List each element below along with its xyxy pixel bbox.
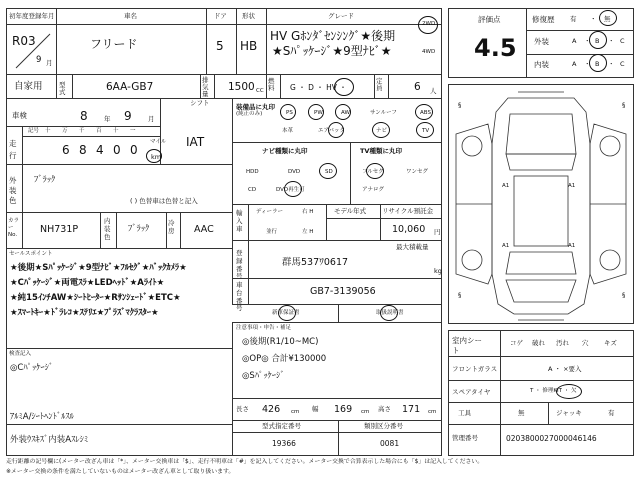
recycle-value: 10,060: [392, 224, 426, 235]
type-cert-value: 19366: [272, 439, 296, 448]
footer-line2: ※メーター交換の条件を満たしていないものはメーター改ざん車として取り扱います。: [6, 469, 235, 475]
diagram-label-2: §: [622, 101, 626, 109]
diagram-label-4: §: [622, 291, 626, 299]
tv-label: TV種類に丸印: [360, 147, 402, 155]
equipment-label: 装備品に丸印: [236, 103, 275, 111]
drive-4wd: 4WD: [422, 49, 436, 55]
height-unit: cm: [428, 409, 437, 415]
doors-label: ドア: [214, 12, 227, 20]
repair-dot: ・: [590, 15, 597, 23]
glass-value: A ・ ×要入: [548, 365, 582, 373]
type-label: 型式: [59, 81, 66, 96]
navi-sd: SD: [325, 169, 333, 175]
notes-item-1: ◎後期(R1/10~MC): [242, 337, 319, 347]
use-value: 自家用: [14, 81, 43, 92]
equip-leather: 本革: [282, 128, 294, 134]
len-label: 長さ: [236, 405, 249, 413]
tv-fullseg-circle: [366, 163, 384, 179]
equip-airbag: エアバック: [318, 128, 346, 134]
seat-item-1: コゲ: [510, 339, 523, 347]
sales-line-3: ★純15ｲﾝﾁAW★ｼｰﾄﾋｰﾀｰ★Rｻﾝｼｪｰﾄﾞ★ETC★: [10, 293, 181, 303]
exterior-note: ( ) 色替車は色替と記入: [130, 197, 198, 205]
shift-label: シフト: [190, 99, 210, 107]
odometer-header-0: 記号: [28, 128, 40, 134]
drive-2wd-circle: [418, 16, 438, 34]
width-label: 幅: [312, 405, 319, 413]
doc-warranty: 新車保証書: [272, 310, 300, 316]
chassis-value: GB7-3139056: [310, 286, 376, 297]
odometer-digit: 4: [96, 143, 104, 157]
header-sub-line: [6, 24, 442, 25]
fuel-hv-circle: [334, 78, 354, 96]
navi-dvd: DVD: [288, 169, 301, 175]
equip-navi: ナビ: [376, 128, 388, 134]
tv-analog: アナログ: [362, 187, 385, 193]
seat-item-2: 破れ: [532, 339, 545, 347]
class-cert-label: 類別区分番号: [364, 422, 403, 430]
len-value: 426: [262, 404, 281, 415]
reg-month-unit: 月: [46, 59, 53, 67]
km-circle: [146, 149, 162, 163]
mile-label: マイル: [150, 139, 167, 145]
ext-c: C: [620, 37, 625, 45]
equip-pw: PW: [314, 110, 323, 116]
ext-b: B: [595, 37, 600, 45]
shape-value: HB: [240, 39, 258, 53]
inspection-label: 車検: [12, 111, 27, 120]
seat-item-5: キズ: [604, 339, 617, 347]
import-dealer: ディーラー: [256, 209, 284, 215]
inspection-year: 8: [80, 109, 88, 123]
navi-label: ナビ種類に丸印: [262, 147, 308, 155]
equip-sunroof: サンルーフ: [370, 110, 397, 116]
disp-unit: CC: [256, 88, 264, 94]
equip-aw: AW: [341, 110, 350, 116]
reg-era: R03: [12, 34, 36, 48]
doc-warranty-circle: [278, 305, 296, 321]
height-value: 171: [402, 404, 421, 415]
import-parallel: 並行: [266, 229, 278, 235]
diagram-label-5: A1: [502, 183, 510, 189]
sales-label: セールスポイント: [9, 251, 53, 257]
model-year-label: モデル年式: [334, 207, 367, 215]
class-cert-value: 0081: [380, 439, 400, 448]
odometer-header-5: 十: [113, 128, 119, 134]
odometer-header-1: 十: [45, 128, 51, 134]
glass-label: フロントガラス: [452, 365, 498, 373]
width-unit: cm: [361, 409, 370, 415]
fuel-label: 燃料: [268, 77, 275, 93]
repair-no-circle: [599, 10, 617, 26]
equip-ps: PS: [286, 110, 293, 116]
sales-line-1: ★後期★Sﾊﾟｯｹｰｼﾞ★9型ﾅﾋﾞ★ﾌﾙｾｸﾞ★ﾊﾞｯｸｶﾒﾗ★: [10, 263, 187, 273]
ext-dot1: ・: [584, 37, 591, 45]
ac-value: AAC: [194, 224, 214, 235]
registration-value: 群馬537ﾜ0617: [282, 257, 349, 268]
navi-hdd: HDD: [246, 169, 259, 175]
notes-item-3: ◎Sﾊﾟｯｹｰｼﾞ: [242, 371, 285, 381]
doors-value: 5: [216, 39, 224, 53]
diagram-label-3: §: [458, 291, 462, 299]
ext-dot2: ・: [608, 37, 615, 45]
navi-dvd-play: DVD再生可: [276, 187, 305, 193]
repair-no: 無: [604, 15, 611, 23]
height-label: 高さ: [378, 405, 391, 413]
odometer-digit: 0: [113, 143, 121, 157]
interior-color-label: 内装色: [104, 217, 111, 241]
cap-value: 6: [414, 81, 421, 93]
seat-label: 室内シート: [452, 336, 482, 355]
equip-tv: TV: [422, 128, 430, 134]
name-label: 車名: [124, 12, 137, 20]
int-a: A: [572, 60, 577, 68]
sales-line-2: ★Cﾊﾟｯｹｰｼﾞ★両電ｽﾗ★LEDﾍｯﾄﾞ★Aﾗｲﾄ★: [10, 278, 165, 288]
recycle-unit: 円: [434, 228, 441, 236]
chassis-label: 車台番号: [236, 281, 243, 313]
car-diagram: [448, 84, 634, 324]
sales-line-4: ★ｽﾏｰﾄｷｰ★ﾄﾞﾗﾚｺ★ｽﾃﾘｴ★ﾌﾟﾗｽﾞﾏｸﾗｽﾀｰ★: [10, 308, 159, 318]
jack-label: ジャッキ: [556, 409, 582, 417]
int-c: C: [620, 60, 625, 68]
max-load-label: 最大積載量: [396, 243, 429, 251]
color-code-label: カラー No.: [8, 218, 20, 239]
seat-item-3: 汚れ: [556, 339, 569, 347]
odometer-digit: 8: [79, 143, 87, 157]
doc-manual-circle: [380, 305, 398, 321]
tools-value: 無: [518, 409, 525, 417]
doc-manual: 取扱説明書: [376, 310, 404, 316]
diagram-label-6: A1: [568, 183, 576, 189]
color-code-value: NH731P: [40, 224, 79, 235]
len-unit: cm: [291, 409, 300, 415]
import-label: 輸入車: [236, 209, 243, 233]
spare-label: スペアタイヤ: [452, 388, 491, 396]
int-dot1: ・: [584, 60, 591, 68]
reg-month: 9: [36, 55, 42, 65]
spare-kit-circle: [556, 384, 582, 399]
int-b-circle: [589, 54, 607, 72]
tools-label: 工具: [458, 409, 471, 417]
ext-b-circle: [589, 31, 607, 49]
notes-label: 注意事項・申告・補足: [236, 325, 292, 331]
exterior-grade-label: 外装: [534, 37, 549, 46]
repair-label: 修復歴: [532, 15, 555, 24]
inspector-note: ◎Cﾊﾟｯｹｰｼﾞ: [10, 363, 54, 373]
jack-value: 有: [608, 409, 615, 417]
inspection-year-unit: 年: [104, 115, 111, 123]
exterior-label: 外装色: [9, 176, 17, 205]
max-load-unit: kg: [434, 267, 442, 275]
grade-line2: ★Sﾊﾟｯｹｰｼﾞ★9型ﾅﾋﾞ★: [272, 44, 392, 58]
name-value: フリード: [90, 37, 138, 51]
import-right: 右 H: [302, 209, 314, 215]
grade-line1: HV Gﾎﾝﾀﾞｾﾝｼﾝｸﾞ★後期: [270, 29, 396, 43]
score-label: 評価点: [478, 15, 501, 24]
inspector-label: 検査記入: [9, 351, 32, 357]
tv-oneseg: ワンセグ: [406, 169, 429, 175]
fuel-options: G ・ D ・ HV ・: [290, 83, 347, 92]
cap-unit: 人: [430, 87, 437, 95]
ac-label: 冷房: [168, 219, 175, 235]
shift-value: IAT: [186, 135, 205, 149]
int-b: B: [595, 60, 600, 68]
disp-label: 排気量: [202, 76, 209, 99]
diagram-label-8: A1: [568, 243, 576, 249]
score-value: 4.5: [474, 34, 517, 62]
drive-2wd: 2WD: [422, 21, 436, 27]
cap-label: 定員: [376, 77, 383, 93]
odometer-label: 走行: [9, 139, 17, 160]
odometer-header-3: 千: [79, 128, 85, 134]
mgmt-value: 0203800027000046146: [506, 434, 597, 443]
navi-cd: CD: [248, 187, 257, 193]
odometer-digit: 0: [130, 143, 138, 157]
inspector-line2: 外装ｳｽｷｽﾞ内装Aｽﾚｼﾐ: [10, 435, 89, 445]
inspection-month-unit: 月: [148, 115, 155, 123]
int-dot2: ・: [608, 60, 615, 68]
grade-label: グレード: [328, 12, 354, 20]
disp-value: 1500: [228, 81, 255, 93]
ext-a: A: [572, 37, 577, 45]
recycle-label: リサイクル預託金: [382, 207, 434, 215]
odometer-digit: 6: [62, 143, 70, 157]
odometer-unit: km: [151, 153, 162, 161]
width-value: 169: [334, 404, 353, 415]
interior-grade-label: 内装: [534, 60, 549, 69]
diagram-label-7: A1: [502, 243, 510, 249]
shape-label: 形状: [242, 12, 255, 20]
registration-label: 登録番号: [236, 249, 243, 281]
odometer-header-4: 百: [96, 128, 102, 134]
inspection-month: 9: [124, 109, 132, 123]
equip-abs: ABS: [420, 110, 431, 116]
tv-fullseg: フルセグ: [362, 169, 384, 175]
interior-color-value: ﾌﾞﾗｯｸ: [128, 224, 150, 234]
navi-sd-circle: [319, 163, 337, 179]
type-value: 6AA-GB7: [106, 81, 154, 93]
footer-line1: 走行距離の記号欄に(メーター改ざん車は「*」、メーター交換車は「$」、走行不明車は「#」を記入してください。メーター交換で合算表示した場合にも「$」は記入してください。: [6, 459, 484, 465]
odometer-header-2: 万: [62, 128, 68, 134]
seat-item-4: 穴: [582, 339, 589, 347]
inspector-line1: ｱﾙﾐA/ｼｰﾄﾍﾝﾄﾞﾙｽﾙ: [10, 412, 74, 422]
mgmt-label: 管理番号: [452, 434, 478, 442]
type-cert-label: 型式指定番号: [262, 422, 301, 430]
import-left: 左 H: [302, 229, 314, 235]
repair-yes: 有: [570, 15, 577, 23]
equipment-sublabel: (純正のみ): [236, 111, 263, 117]
diagram-label-1: §: [458, 101, 462, 109]
odometer-header-6: 一: [130, 128, 136, 134]
notes-item-2: ◎OP◎ 合計¥130000: [242, 354, 327, 364]
reg-date-label: 初年度登録年月: [9, 12, 55, 20]
exterior-value: ﾌﾞﾗｯｸ: [34, 175, 56, 185]
spare-value: T ・ 修理KIT ・ 欠: [530, 388, 577, 394]
navi-dvd-play-circle: [284, 181, 302, 197]
